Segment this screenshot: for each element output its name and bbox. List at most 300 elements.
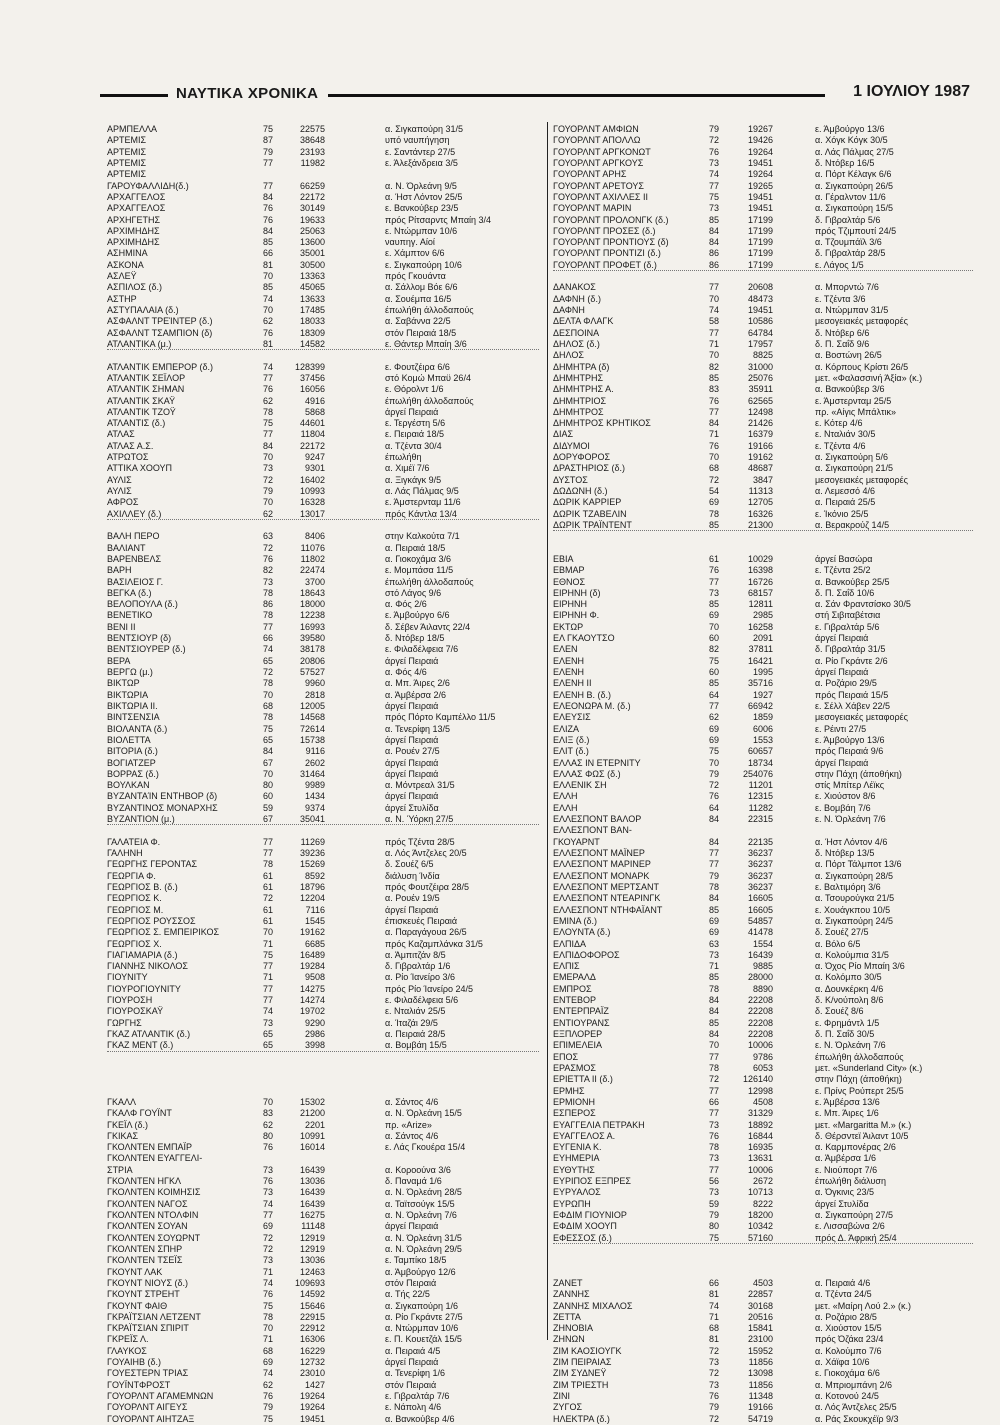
ship-name: ΓΩΡΓΗΣ (107, 1017, 142, 1028)
ship-position: ε. Ρέιντι 27/5 (815, 723, 867, 734)
ship-name: ΕΒΜΑΡ (553, 565, 585, 576)
build-year: 66 (262, 248, 273, 259)
ship-row (553, 1414, 973, 1425)
ship-name: ΕΠΟΣ (553, 1051, 579, 1062)
tonnage: 13633 (299, 293, 325, 304)
ship-position: δ. Γιβραλτάρ 1/6 (385, 961, 451, 972)
ship-name: ΑΥΛΙΣ (107, 474, 132, 485)
ship-name: ΑΣΦΑΛΝΤ ΤΣΑΜΠΙΟΝ (δ) (107, 327, 213, 338)
ship-position: α. Ήστ Λόντον 4/6 (815, 836, 888, 847)
build-year: 75 (708, 191, 719, 202)
build-year: 77 (708, 848, 719, 858)
tonnage: 66259 (299, 180, 325, 191)
tonnage: 19264 (299, 1391, 325, 1401)
build-year: 77 (708, 1085, 719, 1096)
tonnage: 8825 (752, 350, 773, 361)
tonnage: 14274 (299, 995, 325, 1006)
build-year: 73 (708, 1187, 719, 1198)
build-year: 63 (708, 938, 719, 949)
build-year: 85 (708, 599, 719, 610)
tonnage: 17199 (747, 225, 773, 236)
build-year: 73 (708, 203, 719, 214)
build-year: 61 (262, 870, 273, 881)
ship-row (107, 203, 539, 214)
ship-name: ΒΕΡΑ (107, 655, 131, 666)
tonnage: 10006 (747, 1164, 773, 1175)
ship-position: έπισκευές Πειραιά (385, 915, 458, 926)
tonnage: 21200 (299, 1108, 325, 1119)
build-year: 77 (262, 848, 273, 858)
ship-name: ΑΤΛΑΝΤΙΚ ΣΗΜΑΝ (107, 384, 185, 395)
tonnage: 4503 (752, 1277, 773, 1288)
ship-position: α. Φός 4/6 (385, 667, 427, 677)
ship-name: ΑΡΤΕΜΙΣ (107, 169, 147, 180)
ship-position: α. Πειραιά 4/6 (815, 1277, 871, 1288)
ship-name: ΓΚΟΛΝΤΕΝ ΝΤΟΛΦΙΝ (107, 1210, 199, 1220)
build-year: 69 (262, 1357, 273, 1368)
tonnage: 19451 (299, 1413, 325, 1424)
tonnage: 14568 (299, 712, 325, 723)
build-year: 64 (708, 802, 719, 813)
build-year: 60 (708, 667, 719, 677)
ship-name: ΕΝΤΙΟΥΡΑΝΣ (553, 1017, 610, 1028)
tonnage: 20608 (747, 282, 773, 293)
ship-name: ΔΙΔΥΜΟΙ (553, 440, 590, 451)
ship-name: ΑΣΦΑΛΝΤ ΤΡΕΊΝΤΕΡ (δ.) (107, 316, 213, 327)
ship-name: ΒΟΓΙΑΤΖΕΡ (107, 757, 156, 768)
ship-name: ΕΥΓΕΝΙΑ Κ. (553, 1142, 602, 1153)
tonnage: 8406 (304, 531, 325, 542)
ship-name: ΕΥΡΙΠΟΣ ΕΞΠΡΕΣ (553, 1176, 631, 1187)
ship-name: ΓΕΩΡΓΙΑ Φ. (107, 870, 156, 881)
ship-position: α. Τζουμπάϊλ 3/6 (815, 237, 882, 248)
ship-row (107, 769, 539, 780)
ship-name: ΕΜΠΡΟΣ (553, 983, 592, 994)
ship-position: στόν Πειραιά 18/5 (385, 327, 457, 338)
build-year: 76 (262, 1391, 273, 1401)
ship-name: ΓΚΑΖ ΜΕΝΤ (δ.) (107, 1040, 174, 1051)
ship-position: ε. Σιγκαπούρη 10/6 (385, 259, 462, 270)
ship-position: α. Πειραιά 28/5 (385, 1029, 446, 1039)
ship-position: πρός Γκουάντα (385, 271, 446, 282)
tonnage: 4508 (752, 1096, 773, 1107)
tonnage: 10713 (747, 1187, 773, 1198)
tonnage: 10586 (747, 316, 773, 327)
build-year: 68 (708, 1323, 719, 1334)
build-year: 70 (708, 621, 719, 632)
tonnage: 66942 (747, 700, 773, 711)
ship-position: α. Σιγκαπούρη 24/5 (815, 915, 894, 926)
build-year: 79 (262, 1402, 273, 1413)
build-year: 75 (708, 1232, 719, 1243)
ship-row (107, 373, 539, 384)
ship-row (107, 735, 539, 746)
build-year: 70 (708, 293, 719, 304)
ship-position: πρός Τζέντα 28/5 (385, 836, 455, 847)
tonnage: 17485 (299, 305, 325, 315)
ship-row (553, 226, 973, 237)
ship-name: ΖΗΝΟΒΙΑ (553, 1323, 594, 1334)
ship-position: έπωλήθη άλλοδαπούς (385, 395, 474, 406)
tonnage: 11269 (300, 836, 325, 847)
ship-row (553, 282, 973, 293)
ship-name: ΔΗΛΟΣ (553, 350, 584, 361)
tonnage: 35001 (299, 248, 325, 259)
ship-position: α. Χιμέϊ 7/6 (385, 463, 430, 474)
ship-name: ΔΕΛΤΑ ΦΛΑΓΚ (553, 316, 614, 327)
ship-row (553, 1380, 973, 1391)
build-year: 76 (708, 565, 719, 576)
build-year: 77 (708, 180, 719, 191)
ship-name: ΓΙΟΥΝΙΤΥ (107, 972, 148, 983)
build-year: 77 (262, 180, 273, 191)
ship-position: ε. Πρίνς Ρούπερτ 25/5 (815, 1085, 904, 1096)
build-year: 76 (708, 791, 719, 802)
build-year: 65 (262, 1040, 273, 1051)
ship-position: α. Σάντος 4/6 (385, 1130, 439, 1141)
ship-position: α. Ταϊτσούγκ 15/5 (385, 1198, 455, 1209)
ship-row (553, 1187, 973, 1198)
tonnage: 22208 (747, 1006, 773, 1017)
ship-row (107, 1244, 539, 1255)
ship-name: ΔΗΜΗΤΡΙΟΣ (553, 395, 607, 406)
ship-position: άργεί Πειραιά (385, 406, 439, 417)
tonnage: 14582 (299, 338, 325, 349)
ship-position: ε. Φρημάντλ 1/5 (815, 1017, 880, 1028)
tonnage: 8592 (304, 870, 325, 881)
build-year: 62 (262, 316, 273, 327)
ship-row (107, 588, 539, 599)
build-year: 74 (262, 293, 273, 304)
ship-position: δ. Γιβραλτάρ 28/5 (815, 248, 886, 259)
tonnage: 19166 (747, 1402, 773, 1413)
build-year: 74 (262, 1006, 273, 1017)
ship-row (553, 1063, 973, 1074)
ship-row (107, 656, 539, 667)
ship-position: α. Καρμπονέρας 2/6 (815, 1142, 896, 1153)
build-year: 85 (708, 678, 719, 689)
tonnage: 19451 (747, 191, 773, 202)
ship-name: ΕΛΕΝ (553, 644, 578, 655)
ship-row (107, 282, 539, 293)
ship-name: ΔΥΣΤΟΣ (553, 474, 588, 485)
ship-position: στή Σιβιταβέτσια (815, 610, 881, 621)
ship-row (553, 837, 973, 848)
build-year: 65 (262, 655, 273, 666)
ship-position: άργεί Πειραιά (385, 791, 439, 802)
ship-name: ΓΚΟΛΝΤΕΝ ΣΟΥΑΝ (107, 1221, 188, 1232)
ship-row (107, 1165, 539, 1176)
ship-name: ΑΡΧΙΜΗΔΗΣ (107, 237, 160, 248)
build-year: 67 (262, 814, 273, 825)
build-year: 77 (262, 961, 273, 972)
tonnage: 9989 (304, 780, 325, 791)
build-year: 84 (262, 440, 273, 451)
build-year: 78 (708, 1142, 719, 1153)
ship-name: ΒΙΤΟΡΙΑ (δ.) (107, 746, 158, 757)
ship-name: ΑΤΛΑΝΤΙΣ (δ.) (107, 418, 166, 429)
tonnage: 6685 (304, 938, 325, 949)
ship-position: α. Βομβάη 15/5 (385, 1040, 447, 1051)
build-year: 70 (708, 452, 719, 463)
ship-row (107, 1289, 539, 1300)
ship-position: δ. Ντόβερ 18/5 (385, 633, 445, 644)
ship-name: ΕΝΤΕΡΠΡΑΪΖ (553, 1006, 609, 1017)
ship-name: ΕΛΙΞ (δ.) (553, 734, 590, 745)
build-year: 76 (262, 1289, 273, 1300)
ship-row (553, 384, 973, 395)
ship-row (107, 791, 539, 802)
tonnage: 15841 (747, 1323, 773, 1334)
ship-name: ΓΚΑΛΛ (107, 1096, 136, 1107)
tonnage: 22912 (299, 1323, 325, 1334)
tonnage: 12498 (747, 406, 773, 417)
tonnage: 18309 (299, 327, 325, 338)
build-year: 79 (708, 768, 719, 779)
tonnage: 19451 (747, 203, 773, 214)
build-year: 73 (262, 1164, 273, 1175)
tonnage: 3847 (752, 474, 773, 485)
ship-name: ΔΩΔΩΝΗ (δ.) (553, 486, 608, 496)
ship-position: άργεί Πειραιά (385, 768, 439, 779)
ship-row (107, 509, 539, 520)
tonnage: 19264 (747, 146, 773, 157)
ship-row (553, 181, 973, 192)
ship-position: α. Σιγκαπούρη 21/5 (815, 463, 894, 474)
ship-position: ε. Νάπολη 4/6 (385, 1402, 442, 1413)
ship-position: δ. Σουέζ 8/6 (815, 1006, 864, 1017)
ship-position: α. Σαβάννα 22/5 (385, 316, 451, 327)
ship-row (107, 678, 539, 689)
ship-row (107, 384, 539, 395)
build-year: 85 (708, 214, 719, 225)
build-year: 62 (262, 1379, 273, 1390)
ship-position: ε. Ν. Όρλεάνη 7/6 (815, 1040, 886, 1051)
ship-name: ΓΟΥΟΡΛΝΤ ΠΡΟΣΕΣ (δ.) (553, 225, 656, 236)
build-year: 71 (708, 338, 719, 349)
ship-row (107, 758, 539, 769)
ship-position: α. Κολόμπο 30/5 (815, 972, 882, 983)
ship-row (553, 350, 973, 361)
ship-name: ΓΟΥΟΡΛΝΤ ΠΡΟΝΤΙΟΥΣ (δ) (553, 237, 669, 248)
ship-name: ΕΛ ΓΚΑΟΥΤΣΟ (553, 633, 615, 644)
ship-position: πρός Καζαμπλάνκα 31/5 (385, 938, 483, 949)
ship-name: ΑΣΠΙΛΟΣ (δ.) (107, 282, 162, 293)
ship-name: ΕΥΘΥΤΗΣ (553, 1164, 595, 1175)
ship-row (553, 927, 973, 938)
build-year: 76 (262, 327, 273, 338)
build-year: 79 (708, 124, 719, 134)
build-year: 76 (262, 384, 273, 395)
ship-name: ΑΤΛΑΣ Α.Σ. (107, 440, 154, 451)
ship-position: άργεί Πειραιά (385, 734, 439, 745)
ship-row (107, 339, 539, 350)
tonnage: 11282 (748, 802, 773, 813)
ship-row (107, 1018, 539, 1029)
ship-name: ΓΚΟΥΑΡΝΤ (553, 836, 600, 847)
ship-row (553, 791, 973, 802)
tonnage: 2985 (752, 610, 773, 621)
build-year: 71 (262, 1266, 273, 1277)
tonnage: 9786 (752, 1051, 773, 1062)
ship-name: ΒΕΓΚΑ (δ.) (107, 587, 152, 598)
ship-row (553, 305, 973, 316)
ship-position: α. Μπ. Άιρες 2/6 (385, 678, 450, 689)
ship-row (553, 1391, 973, 1402)
ship-position: πρός Κάντλα 13/4 (385, 508, 457, 519)
tonnage: 41478 (747, 927, 773, 938)
ship-row (553, 158, 973, 169)
tonnage: 16439 (299, 1198, 325, 1209)
section-gap (553, 1255, 973, 1266)
ship-name: ΕΡΙΕΤΤΑ ΙΙ (δ.) (553, 1074, 613, 1085)
tonnage: 16421 (747, 655, 773, 666)
ship-position: α. Ρίο Ίανείρο 3/6 (385, 972, 456, 983)
ship-name: ΕΛΕΥΣΙΣ (553, 712, 591, 723)
tonnage: 60657 (747, 746, 773, 757)
ship-name: ΓΟΥΟΡΛΝΤ ΑΙΓΕΥΣ (107, 1402, 188, 1413)
ship-name: ΕΠΙΜΕΛΕΙΑ (553, 1040, 603, 1051)
ship-row (107, 294, 539, 305)
build-year: 74 (262, 1368, 273, 1379)
tonnage: 62565 (747, 395, 773, 406)
ship-position: α. Γιοκοχάμα 3/6 (385, 553, 452, 564)
build-year: 66 (708, 1277, 719, 1288)
tonnage: 12919 (299, 1243, 325, 1254)
build-year: 59 (708, 1198, 719, 1209)
build-year: 75 (708, 746, 719, 757)
tonnage: 13036 (299, 1255, 325, 1266)
ship-name: ΓΟΥΟΡΛΝΤ ΠΡΟΝΤΙΖΙ (δ.) (553, 248, 661, 259)
ship-row (107, 746, 539, 757)
section-gap (107, 1052, 539, 1063)
ship-position: ε. Ταμπίκο 18/5 (385, 1255, 447, 1266)
build-year: 73 (708, 949, 719, 960)
ship-name: ΕΛΛΕΣΠΟΝΤ ΝΤΗΦΑΪΑΝΤ (553, 904, 663, 915)
tonnage: 64784 (747, 327, 773, 338)
ship-position: α. Ντώρμπαν 31/5 (815, 305, 889, 315)
ship-row (107, 814, 539, 825)
build-year: 75 (708, 655, 719, 666)
build-year: 69 (708, 734, 719, 745)
tonnage: 19426 (747, 135, 773, 146)
ship-row (553, 463, 973, 474)
tonnage: 17199 (747, 237, 773, 248)
build-year: 84 (708, 836, 719, 847)
ship-row (107, 418, 539, 429)
ship-row (107, 893, 539, 904)
ship-position: α. Χιούστον 15/5 (815, 1323, 882, 1334)
tonnage: 1995 (752, 667, 773, 677)
build-year: 72 (262, 667, 273, 677)
build-year: 84 (708, 225, 719, 236)
ship-name: ΖΑΝΕΤ (553, 1277, 583, 1288)
ship-position: ε. Ίκόνιο 25/5 (815, 508, 869, 519)
ship-name: ΒΙΟΛΕΤΤΑ (107, 734, 151, 745)
ship-name: ΑΡΤΕΜΙΣ (107, 135, 147, 146)
ship-name: ΕΣΠΕΡΟΣ (553, 1108, 596, 1119)
header-rule-right (328, 94, 825, 97)
ship-name: ΓΙΑΓΙΑΜΑΡΙΑ (δ.) (107, 949, 178, 960)
ship-position: ε. Χιούστον 8/6 (815, 791, 876, 802)
build-year: 64 (708, 689, 719, 700)
header-rule-left (100, 94, 168, 97)
ship-position: πρός Δ. Άφρική 25/4 (815, 1232, 897, 1243)
ship-row (107, 1357, 539, 1368)
ship-row (553, 871, 973, 882)
build-year: 63 (262, 531, 273, 542)
tonnage: 39580 (299, 633, 325, 644)
ship-name: ΑΡΧΗΓΕΤΗΣ (107, 214, 161, 225)
ship-row (107, 1334, 539, 1345)
build-year: 70 (708, 757, 719, 768)
ship-name: ΕΛΕΝΗ (553, 655, 585, 666)
ship-name: ΓΚΟΛΝΤΕΝ ΣΟΥΩΡΝΤ (107, 1232, 201, 1243)
ship-name: ΖΑΝΝΗΣ ΜΙΧΑΛΟΣ (553, 1300, 633, 1311)
build-year: 73 (262, 1255, 273, 1266)
ship-position: άργεί Πειραιά (385, 1221, 439, 1232)
build-year: 77 (708, 1164, 719, 1175)
ship-name: ΑΦΡΟΣ (107, 497, 139, 508)
build-year: 76 (262, 1176, 273, 1187)
ship-position: δ. Σουέζ 27/5 (815, 927, 869, 938)
tonnage: 14592 (299, 1289, 325, 1300)
ship-name: ΕΞΠΛΟΡΕΡ (553, 1029, 603, 1039)
ship-position: έπωλήθη άλλοδαπούς (385, 576, 474, 587)
ship-position: δ. Γιβραλτάρ 31/5 (815, 644, 886, 655)
tonnage: 2986 (304, 1029, 325, 1039)
build-year: 76 (262, 214, 273, 225)
tonnage: 3700 (304, 576, 325, 587)
ship-name: ΕΥΡΥΑΛΟΣ (553, 1187, 601, 1198)
ship-position: α. Όγκινις 23/5 (815, 1187, 875, 1198)
build-year: 65 (262, 734, 273, 745)
tonnage: 16439 (299, 1164, 325, 1175)
ship-row (553, 950, 973, 961)
build-year: 84 (708, 814, 719, 825)
tonnage: 38178 (299, 644, 325, 655)
ship-row (553, 362, 973, 373)
section-gap (553, 1267, 973, 1278)
build-year: 70 (262, 271, 273, 282)
tonnage: 13036 (299, 1176, 325, 1187)
ship-name: ΒΕΝΕΤΙΚΟ (107, 610, 153, 621)
ship-position: α. Πειραιά 4/5 (385, 1345, 441, 1356)
ship-name: ΓΚΡΕΪΣ Λ. (107, 1334, 149, 1345)
ship-name: ΕΘΝΟΣ (553, 576, 586, 587)
tonnage: 16935 (747, 1142, 773, 1153)
section-gap (553, 543, 973, 554)
ship-row (553, 294, 973, 305)
ship-row (107, 1199, 539, 1210)
ship-name: ΕΒΙΑ (553, 553, 574, 564)
tonnage: 45065 (299, 282, 325, 293)
ship-position: α. Κολούμπο 7/6 (815, 1345, 882, 1356)
tonnage: 16275 (299, 1210, 325, 1220)
build-year: 76 (708, 395, 719, 406)
ship-position: άργεί Πειραιά (815, 757, 869, 768)
build-year: 83 (708, 384, 719, 395)
tonnage: 31329 (747, 1108, 773, 1119)
ship-row (107, 1380, 539, 1391)
ship-position: α. Ρίο Γκράντε 27/5 (385, 1311, 463, 1322)
ship-position: α. Τής 22/5 (385, 1289, 430, 1300)
build-year: 84 (262, 746, 273, 757)
ship-row (553, 1018, 973, 1029)
ship-name: ΕΜΕΡΑΛΔ (553, 972, 596, 983)
tonnage: 22474 (299, 565, 325, 576)
ship-position: δ. Ντόβερ 6/6 (815, 327, 870, 338)
